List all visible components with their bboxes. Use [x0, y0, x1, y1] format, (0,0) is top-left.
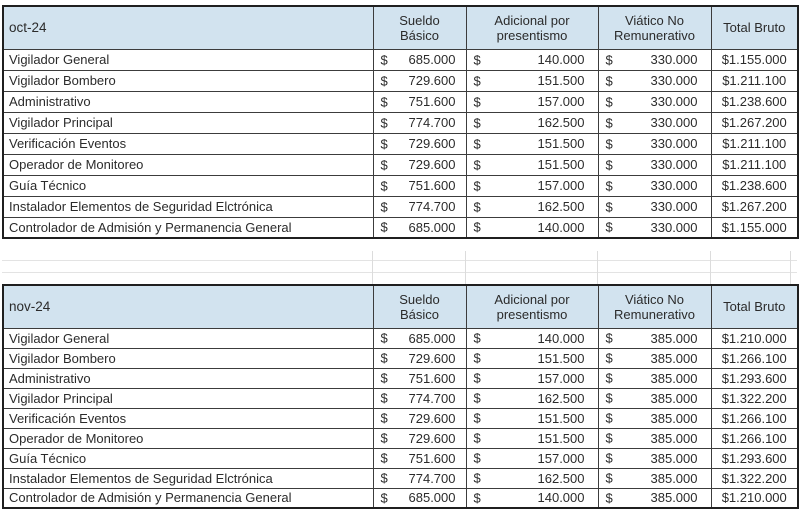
- currency-symbol: $: [473, 350, 481, 366]
- salary-row: [3, 388, 798, 408]
- column-header-adicional-presentismo: Adicional por presentismo: [466, 6, 598, 49]
- adicional-cell: [466, 70, 598, 91]
- viatico-cell: [598, 91, 711, 112]
- adicional-value: 162.500: [537, 115, 585, 130]
- role-name: Controlador de Admisión y Permanencia General: [3, 488, 373, 508]
- viatico-cell: [598, 468, 711, 488]
- viatico-cell: [598, 348, 711, 368]
- viatico-value: 385.000: [650, 350, 698, 366]
- viatico-cell: [598, 175, 711, 196]
- viatico-value: 330.000: [650, 199, 698, 214]
- viatico-value: 330.000: [650, 219, 698, 235]
- adicional-cell: [466, 428, 598, 448]
- adicional-value: 151.500: [537, 430, 585, 446]
- viatico-value: 330.000: [650, 73, 698, 88]
- sueldo-basico-value: 729.600: [408, 410, 456, 426]
- sueldo-basico-value: 751.600: [408, 450, 456, 466]
- total-bruto-cell: $1.266.100: [711, 428, 798, 448]
- currency-symbol: $: [473, 136, 481, 151]
- sueldo-basico-cell: [373, 468, 466, 488]
- sueldo-basico-cell: [373, 70, 466, 91]
- total-bruto-cell: $1.210.000: [711, 488, 798, 508]
- faint-gridline-horizontal: [2, 260, 797, 261]
- viatico-value: 385.000: [650, 470, 698, 486]
- faint-gridline-vertical: [710, 251, 711, 284]
- currency-symbol: $: [380, 450, 388, 466]
- adicional-cell: [466, 468, 598, 488]
- sueldo-basico-value: 774.700: [408, 115, 456, 130]
- currency-symbol: $: [473, 430, 481, 446]
- role-name: Operador de Monitoreo: [3, 154, 373, 175]
- sueldo-basico-value: 729.600: [408, 73, 456, 88]
- salary-row: [3, 468, 798, 488]
- viatico-cell: [598, 328, 711, 348]
- viatico-cell: [598, 408, 711, 428]
- total-bruto-cell: $1.293.600: [711, 448, 798, 468]
- sueldo-basico-cell: [373, 175, 466, 196]
- viatico-cell: [598, 70, 711, 91]
- column-header-viatico-no-remunerativo: Viático No Remunerativo: [598, 6, 711, 49]
- role-name: Vigilador Bombero: [3, 70, 373, 91]
- currency-symbol: $: [380, 73, 388, 88]
- sueldo-basico-value: 729.600: [408, 136, 456, 151]
- period-label-nov: nov-24: [3, 285, 373, 328]
- currency-symbol: $: [605, 330, 613, 346]
- role-name: Guía Técnico: [3, 175, 373, 196]
- table-header-oct: [3, 6, 798, 49]
- sueldo-basico-cell: [373, 328, 466, 348]
- role-name: Administrativo: [3, 91, 373, 112]
- viatico-cell: [598, 49, 711, 70]
- total-bruto-cell: $1.266.100: [711, 408, 798, 428]
- viatico-value: 385.000: [650, 370, 698, 386]
- currency-symbol: $: [605, 390, 613, 406]
- adicional-value: 162.500: [537, 390, 585, 406]
- adicional-value: 157.000: [537, 94, 585, 109]
- role-name: Vigilador Bombero: [3, 348, 373, 368]
- currency-symbol: $: [380, 199, 388, 214]
- currency-symbol: $: [473, 470, 481, 486]
- sueldo-basico-value: 774.700: [408, 470, 456, 486]
- salary-row: [3, 91, 798, 112]
- total-bruto-cell: $1.211.100: [711, 133, 798, 154]
- currency-symbol: $: [473, 94, 481, 109]
- total-bruto-cell: $1.293.600: [711, 368, 798, 388]
- adicional-value: 140.000: [537, 330, 585, 346]
- adicional-cell: [466, 488, 598, 508]
- adicional-value: 157.000: [537, 178, 585, 193]
- total-bruto-cell: $1.238.600: [711, 91, 798, 112]
- sueldo-basico-cell: [373, 448, 466, 468]
- sueldo-basico-value: 729.600: [408, 157, 456, 172]
- currency-symbol: $: [473, 410, 481, 426]
- salary-row: [3, 348, 798, 368]
- adicional-cell: [466, 217, 598, 238]
- adicional-value: 151.500: [537, 157, 585, 172]
- salary-table-oct: [2, 5, 799, 239]
- sueldo-basico-value: 751.600: [408, 94, 456, 109]
- salary-row: [3, 217, 798, 238]
- column-header-total-bruto: Total Bruto: [711, 285, 798, 328]
- total-bruto-cell: $1.322.200: [711, 468, 798, 488]
- total-bruto-cell: $1.210.000: [711, 328, 798, 348]
- currency-symbol: $: [380, 430, 388, 446]
- currency-symbol: $: [473, 115, 481, 130]
- viatico-value: 385.000: [650, 410, 698, 426]
- adicional-cell: [466, 388, 598, 408]
- total-bruto-cell: $1.267.200: [711, 196, 798, 217]
- currency-symbol: $: [380, 410, 388, 426]
- sueldo-basico-cell: [373, 133, 466, 154]
- currency-symbol: $: [473, 73, 481, 88]
- salary-row: [3, 196, 798, 217]
- currency-symbol: $: [605, 199, 613, 214]
- salary-row: [3, 133, 798, 154]
- adicional-value: 151.500: [537, 350, 585, 366]
- sueldo-basico-cell: [373, 49, 466, 70]
- sueldo-basico-cell: [373, 388, 466, 408]
- role-name: Verificación Eventos: [3, 408, 373, 428]
- faint-gridline-vertical: [372, 251, 373, 284]
- adicional-value: 140.000: [537, 219, 585, 235]
- salary-row: [3, 408, 798, 428]
- viatico-cell: [598, 133, 711, 154]
- salary-row: [3, 368, 798, 388]
- adicional-value: 151.500: [537, 73, 585, 88]
- viatico-value: 385.000: [650, 330, 698, 346]
- role-name: Guía Técnico: [3, 448, 373, 468]
- role-name: Operador de Monitoreo: [3, 428, 373, 448]
- sueldo-basico-cell: [373, 368, 466, 388]
- currency-symbol: $: [473, 490, 481, 506]
- adicional-cell: [466, 448, 598, 468]
- sueldo-basico-cell: [373, 217, 466, 238]
- currency-symbol: $: [605, 136, 613, 151]
- currency-symbol: $: [605, 410, 613, 426]
- role-name: Instalador Elementos de Seguridad Elctrónica: [3, 196, 373, 217]
- currency-symbol: $: [380, 370, 388, 386]
- currency-symbol: $: [380, 52, 388, 67]
- currency-symbol: $: [605, 370, 613, 386]
- currency-symbol: $: [605, 450, 613, 466]
- sueldo-basico-value: 685.000: [408, 219, 456, 235]
- viatico-value: 330.000: [650, 52, 698, 67]
- sueldo-basico-value: 729.600: [408, 350, 456, 366]
- column-header-sueldo-basico: Sueldo Básico: [373, 285, 466, 328]
- viatico-cell: [598, 196, 711, 217]
- salary-row: [3, 175, 798, 196]
- adicional-value: 140.000: [537, 52, 585, 67]
- sueldo-basico-cell: [373, 154, 466, 175]
- currency-symbol: $: [473, 370, 481, 386]
- salary-row: [3, 112, 798, 133]
- role-name: Administrativo: [3, 368, 373, 388]
- sueldo-basico-cell: [373, 488, 466, 508]
- currency-symbol: $: [605, 470, 613, 486]
- total-bruto-cell: $1.238.600: [711, 175, 798, 196]
- adicional-cell: [466, 154, 598, 175]
- adicional-value: 157.000: [537, 370, 585, 386]
- adicional-value: 157.000: [537, 450, 585, 466]
- viatico-cell: [598, 448, 711, 468]
- total-bruto-cell: $1.155.000: [711, 217, 798, 238]
- currency-symbol: $: [380, 157, 388, 172]
- role-name: Controlador de Admisión y Permanencia General: [3, 217, 373, 238]
- currency-symbol: $: [473, 199, 481, 214]
- currency-symbol: $: [473, 219, 481, 235]
- adicional-cell: [466, 175, 598, 196]
- currency-symbol: $: [605, 157, 613, 172]
- adicional-cell: [466, 133, 598, 154]
- salary-row: [3, 488, 798, 508]
- adicional-value: 162.500: [537, 199, 585, 214]
- salary-row: [3, 154, 798, 175]
- adicional-cell: [466, 328, 598, 348]
- sueldo-basico-value: 729.600: [408, 430, 456, 446]
- adicional-value: 140.000: [537, 490, 585, 506]
- viatico-value: 330.000: [650, 94, 698, 109]
- adicional-cell: [466, 49, 598, 70]
- currency-symbol: $: [380, 490, 388, 506]
- currency-symbol: $: [605, 178, 613, 193]
- viatico-cell: [598, 112, 711, 133]
- column-header-adicional-presentismo: Adicional por presentismo: [466, 285, 598, 328]
- currency-symbol: $: [473, 178, 481, 193]
- currency-symbol: $: [605, 73, 613, 88]
- currency-symbol: $: [605, 115, 613, 130]
- currency-symbol: $: [380, 350, 388, 366]
- currency-symbol: $: [605, 490, 613, 506]
- currency-symbol: $: [380, 390, 388, 406]
- currency-symbol: $: [380, 470, 388, 486]
- salary-row: [3, 70, 798, 91]
- column-header-total-bruto: Total Bruto: [711, 6, 798, 49]
- viatico-value: 330.000: [650, 157, 698, 172]
- currency-symbol: $: [473, 390, 481, 406]
- currency-symbol: $: [605, 430, 613, 446]
- sueldo-basico-cell: [373, 348, 466, 368]
- header-row: [3, 285, 798, 328]
- role-name: Instalador Elementos de Seguridad Elctrónica: [3, 468, 373, 488]
- total-bruto-cell: $1.266.100: [711, 348, 798, 368]
- adicional-value: 151.500: [537, 136, 585, 151]
- currency-symbol: $: [380, 219, 388, 235]
- viatico-cell: [598, 388, 711, 408]
- role-name: Vigilador General: [3, 49, 373, 70]
- currency-symbol: $: [605, 219, 613, 235]
- adicional-cell: [466, 112, 598, 133]
- adicional-cell: [466, 348, 598, 368]
- sueldo-basico-value: 774.700: [408, 390, 456, 406]
- sueldo-basico-cell: [373, 428, 466, 448]
- viatico-value: 330.000: [650, 136, 698, 151]
- header-row: [3, 6, 798, 49]
- adicional-value: 162.500: [537, 470, 585, 486]
- viatico-value: 330.000: [650, 115, 698, 130]
- viatico-value: 385.000: [650, 490, 698, 506]
- period-label-oct: oct-24: [3, 6, 373, 49]
- salary-row: [3, 328, 798, 348]
- column-header-viatico-no-remunerativo: Viático No Remunerativo: [598, 285, 711, 328]
- currency-symbol: $: [473, 157, 481, 172]
- salary-row: [3, 428, 798, 448]
- role-name: Vigilador Principal: [3, 388, 373, 408]
- grid-gap: [2, 251, 797, 284]
- currency-symbol: $: [380, 94, 388, 109]
- sueldo-basico-cell: [373, 408, 466, 428]
- adicional-cell: [466, 368, 598, 388]
- viatico-value: 385.000: [650, 390, 698, 406]
- currency-symbol: $: [473, 450, 481, 466]
- adicional-cell: [466, 91, 598, 112]
- faint-gridline-vertical: [465, 251, 466, 284]
- sueldo-basico-value: 685.000: [408, 52, 456, 67]
- faint-gridline-horizontal: [2, 272, 797, 273]
- salary-table-nov: [2, 284, 799, 509]
- viatico-value: 385.000: [650, 450, 698, 466]
- currency-symbol: $: [605, 94, 613, 109]
- viatico-value: 330.000: [650, 178, 698, 193]
- sueldo-basico-value: 774.700: [408, 199, 456, 214]
- viatico-cell: [598, 154, 711, 175]
- column-header-sueldo-basico: Sueldo Básico: [373, 6, 466, 49]
- salary-row: [3, 49, 798, 70]
- sueldo-basico-cell: [373, 91, 466, 112]
- viatico-value: 385.000: [650, 430, 698, 446]
- sueldo-basico-cell: [373, 112, 466, 133]
- salary-row: [3, 448, 798, 468]
- table-header-nov: [3, 285, 798, 328]
- table-body-nov: [3, 328, 798, 508]
- role-name: Verificación Eventos: [3, 133, 373, 154]
- total-bruto-cell: $1.322.200: [711, 388, 798, 408]
- currency-symbol: $: [380, 178, 388, 193]
- table-body-oct: [3, 49, 798, 238]
- sueldo-basico-value: 685.000: [408, 330, 456, 346]
- role-name: Vigilador Principal: [3, 112, 373, 133]
- currency-symbol: $: [605, 350, 613, 366]
- sueldo-basico-value: 685.000: [408, 490, 456, 506]
- adicional-cell: [466, 196, 598, 217]
- currency-symbol: $: [605, 52, 613, 67]
- sueldo-basico-value: 751.600: [408, 178, 456, 193]
- adicional-cell: [466, 408, 598, 428]
- viatico-cell: [598, 368, 711, 388]
- viatico-cell: [598, 217, 711, 238]
- role-name: Vigilador General: [3, 328, 373, 348]
- adicional-value: 151.500: [537, 410, 585, 426]
- sueldo-basico-value: 751.600: [408, 370, 456, 386]
- total-bruto-cell: $1.211.100: [711, 70, 798, 91]
- currency-symbol: $: [473, 52, 481, 67]
- currency-symbol: $: [380, 330, 388, 346]
- total-bruto-cell: $1.155.000: [711, 49, 798, 70]
- currency-symbol: $: [380, 115, 388, 130]
- currency-symbol: $: [473, 330, 481, 346]
- viatico-cell: [598, 428, 711, 448]
- currency-symbol: $: [380, 136, 388, 151]
- faint-gridline-vertical: [790, 251, 791, 284]
- total-bruto-cell: $1.211.100: [711, 154, 798, 175]
- total-bruto-cell: $1.267.200: [711, 112, 798, 133]
- faint-gridline-vertical: [597, 251, 598, 284]
- sueldo-basico-cell: [373, 196, 466, 217]
- viatico-cell: [598, 488, 711, 508]
